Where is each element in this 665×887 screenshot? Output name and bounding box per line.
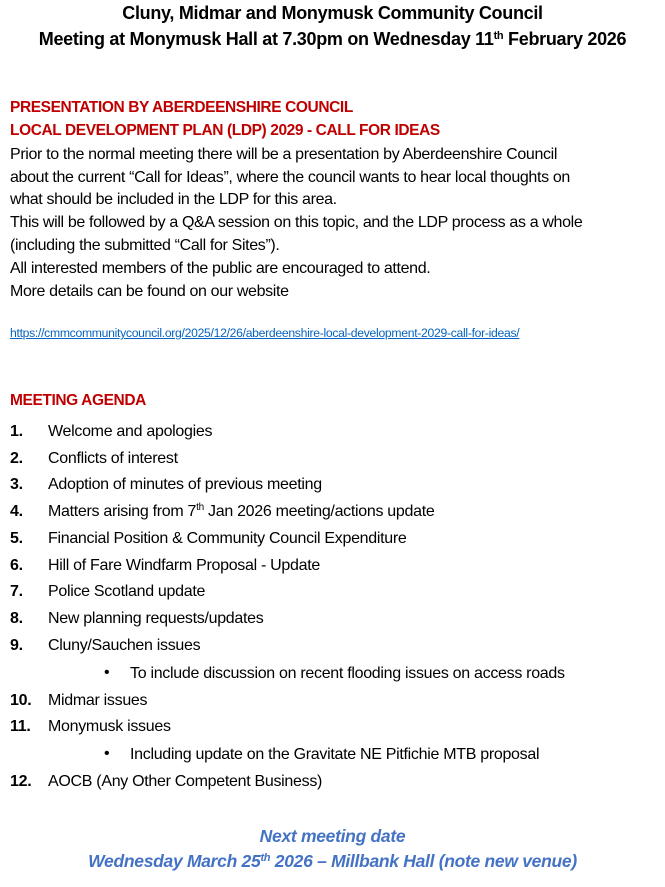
meeting-details [0,29,665,50]
presentation-text-line: (including the submitted “Call for Sites”). [10,237,280,254]
meeting-details-text: Meeting at Monymusk Hall at 7.30pm on Wednesday 11 [38,29,494,49]
website-link[interactable]: https://cmmcommunitycouncil.org/2025/12/26/aberdeenshire-local-development-2029-call-for-ideas/ [10,326,520,340]
presentation-heading: PRESENTATION BY ABERDEENSHIRE COUNCIL [10,99,353,116]
agenda-item-number: 8. [10,610,23,627]
agenda-item-text: Police Scotland update [48,583,206,600]
agenda-heading: MEETING AGENDA [10,392,146,409]
presentation-text-line: Prior to the normal meeting there will be a presentation by Aberdeenshire Council [10,146,558,163]
ordinal-suffix: th [260,852,271,864]
agenda-item-text: Welcome and apologies [48,423,213,440]
agenda-item-number: 2. [10,450,23,467]
agenda-item-text: Hill of Fare Windfarm Proposal - Update [48,557,320,574]
next-meeting-details [0,851,665,872]
agenda-item-text: AOCB (Any Other Competent Business) [48,773,323,790]
bullet-icon: • [104,745,110,762]
presentation-text-line: This will be followed by a Q&A session on this topic, and the LDP process as a whole [10,214,583,231]
council-title: Cluny, Midmar and Monymusk Community Council [122,3,543,23]
next-meeting-heading: Next meeting date [259,826,406,846]
agenda-item-number: 7. [10,583,23,600]
ordinal-suffix: th [196,502,204,513]
next-meeting-date: Wednesday March 25 [88,851,261,871]
next-meeting-venue: 2026 – Millbank Hall (note new venue) [270,851,577,871]
agenda-item-text: Financial Position & Community Council Expenditure [48,530,407,547]
agenda-item-text: Adoption of minutes of previous meeting [48,476,322,493]
agenda-item-number: 11. [10,718,31,735]
agenda-item-number: 3. [10,476,23,493]
ldp-heading: LOCAL DEVELOPMENT PLAN (LDP) 2029 - CALL FOR IDEAS [10,122,440,139]
agenda-item-text: New planning requests/updates [48,610,264,627]
agenda-item-number: 1. [10,423,23,440]
bullet-icon: • [104,664,110,681]
ordinal-suffix: th [493,30,504,42]
agenda-item-text [48,503,434,521]
presentation-text-line: More details can be found on our website [10,283,289,300]
agenda-item-number: 12. [10,773,32,790]
agenda-item-text-part: Jan 2026 meeting/actions update [203,503,435,520]
agenda-item-text: Conflicts of interest [48,450,178,467]
agenda-sub-item-text: Including update on the Gravitate NE Pitfichie MTB proposal [130,746,540,763]
meeting-details-month: February 2026 [503,29,627,49]
agenda-item-text: Midmar issues [48,692,148,709]
agenda-item-number: 9. [10,637,23,654]
presentation-text-line: All interested members of the public are encouraged to attend. [10,260,431,277]
agenda-sub-item-text: To include discussion on recent flooding issues on access roads [130,665,565,682]
agenda-item-number: 6. [10,557,23,574]
presentation-text-line: what should be included in the LDP for this area. [10,191,337,208]
agenda-item-text-part: Matters arising from 7 [48,503,197,520]
presentation-text-line: about the current “Call for Ideas”, where the council wants to hear local thoughts on [10,169,570,186]
agenda-item-number: 5. [10,530,23,547]
agenda-item-number: 4. [10,503,23,520]
agenda-item-number: 10. [10,692,32,709]
agenda-item-text: Cluny/Sauchen issues [48,637,201,654]
agenda-item-text: Monymusk issues [48,718,171,735]
